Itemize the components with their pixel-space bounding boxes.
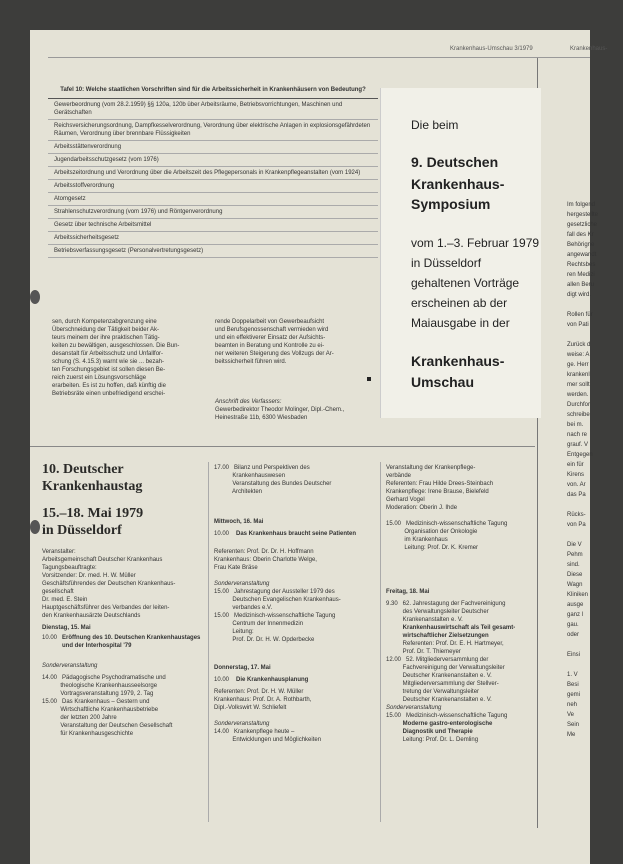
tuesday-time: 10.00 [42,635,58,641]
margin-line: digt wird. [567,292,592,298]
session-line: Dipl.-Volkswirt W. Schliefelt [214,705,287,711]
tuesday-heading: Dienstag, 15. Mai [42,625,91,631]
column-2-top [214,464,331,496]
margin-line [567,300,598,310]
body-line: und Berufsgenossenschaft vermieden wird [215,327,329,333]
session-line: 15.00 Das Krankenhaus – Gestern und [42,699,150,705]
margin-line: gemi [567,692,581,698]
body-line: und ein effektiverer Einsatz der Aufsichts- [215,335,326,341]
margin-line [567,330,598,340]
margin-line: weise: A [567,352,590,358]
wednesday-time: 10.00 [214,531,230,537]
margin-line: Die V [567,542,582,548]
session-line: Veranstaltung der Deutschen Gesellschaft [42,723,173,729]
margin-line: grauf. V [567,442,589,448]
ad-line-4: Symposium [411,196,491,212]
question-row: Arbeitsstoffverordnung [48,180,378,193]
question-row: Arbeitsstättenverordnung [48,141,378,154]
body-column-right [215,318,375,366]
margin-line: krankenl [567,372,590,378]
question-table [48,82,378,302]
session-line: Veranstaltung der Krankenpflege- [386,465,476,471]
ad-line-10: Krankenhaus- [411,353,505,369]
question-row: Reichsversicherungsordnung, Dampfkesselverordnung, Verordnung über elektrische Anlagen in explosionsgefährdeten Räumen, Verordnung über brennbare Flüssigkeiten [48,120,378,141]
session-line: 12.00 52. Mitgliederversammlung der [386,657,489,663]
margin-line: Im folgend [567,202,596,208]
session-line: 14.00 Krankenpflege heute – [214,729,295,735]
session-line: 15.00 Medizinisch-wissenschaftliche Tagung [386,713,508,719]
session-line [386,512,507,520]
column-3-top [386,464,507,552]
session-line: 9.30 62. Jahrestagung der Fachvereinigung [386,601,506,607]
ad-line-1: Die beim [411,118,459,132]
session-line: 15.00 Medizinisch-wissenschaftliche Tagung [386,521,508,527]
session-line: wirtschaftlicher Zielsetzungen [386,633,489,639]
body-column-left [52,318,212,398]
organizer-line: Arbeitsgemeinschaft Deutscher Krankenhaus [42,557,163,563]
ad-line-5: vom 1.–3. Februar 1979 [411,236,540,250]
thursday-heading: Donnerstag, 17. Mai [214,665,271,671]
margin-line: 1. V [567,672,578,678]
margin-line: nach re [567,432,588,438]
session-line: Krankenhaus: Prof. Dr. A. Rothbarth, [214,697,312,703]
session-line: Prof. Dr. Dr. H. W. Opderbecke [214,637,315,643]
session-line: Deutschen Evangelischen Krankenhaus- [214,597,341,603]
margin-line: Rechtsbes [567,262,596,268]
column-rule-1 [208,462,209,822]
organizer-line: Dr. med. E. Stein [42,597,88,603]
session-line: verbandes e.V. [214,605,273,611]
organizer-line: Geschäftsführendes der Deutschen Krankenhaus- [42,581,176,587]
body-line: erarbeiten. Es ist zu hoffen, daß künftig die [52,383,166,389]
section-divider [30,446,535,447]
margin-line: ganz l [567,612,584,618]
session-line [214,712,321,720]
session-line: Deutscher Krankenanstalten e. V. [386,697,492,703]
session-line: Sonderveranstaltung [214,581,270,587]
margin-line: Einsi [567,652,581,658]
running-header [30,38,608,58]
body-line: ten Forschungsgebiet ist sollen diesen Be- [52,367,166,373]
margin-line: Kirens [567,472,585,478]
author-label: Anschrift des Verfassers: [215,399,282,405]
header-journal-right: Krankenhaus- [570,46,608,52]
margin-line: Me [567,732,576,738]
margin-line: schreibe [567,412,590,418]
session-line: Diagnostik und Therapie [386,729,473,735]
question-row: Gesetz über technische Arbeitsmittel [48,219,378,232]
session-line: Organisation der Onkologie [386,529,478,535]
margin-line: ausge [567,602,584,608]
margin-line: Pehm [567,552,583,558]
margin-line: Ve [567,712,575,718]
session-line: Leitung: Prof. Dr. K. Kremer [386,545,479,551]
body-line: desanstalt für Arbeitsschutz und Unfallfor- [52,351,164,357]
thursday-title: Die Krankenhausplanung [236,677,309,683]
margin-line [567,640,598,650]
margin-line: hergestellte [567,212,599,218]
ad-line-9: Maiausgabe in der [411,316,510,330]
margin-line: von. Ar [567,482,586,488]
question-row: Gewerbeordnung (vom 28.2.1959) §§ 120a, 120b über Arbeitsräume, Betriebsvorrichtungen, Maschinen und Gerätschaften [48,99,378,120]
question-rows [48,99,378,258]
body-line: Betriebsräte einen unbefriedigend erschei- [52,391,166,397]
session-line: Krankenhaus: Oberin Charlotte Welge, [214,557,317,563]
question-row: Arbeitszeitordnung und Verordnung über die Arbeitszeit des Pflegepersonals in Krankenpflegeanstalten (vom 1924) [48,167,378,180]
ad-line-6: in Düsseldorf [411,256,482,270]
session-line: tretung der Verwaltungsleiter [386,689,480,695]
organizer-line: gesellschaft [42,589,74,595]
session-line: Krankenanstalten e. V. [386,617,463,623]
margin-line: angewandt [567,252,597,258]
ad-line-7: gehaltenen Vorträge [411,276,520,290]
margin-line: von Pati [567,322,589,328]
session-line: des Verwaltungsleiter Deutscher [386,609,489,615]
session-line: verbände [386,473,412,479]
friday-sessions [386,600,515,744]
session-line: Wirtschaftliche Krankenhausbetriebe [42,707,159,713]
organizer-line: Tagungsbeauftragte: [42,565,97,571]
header-rule [48,57,590,58]
session-line: Sonderveranstaltung [386,705,442,711]
ad-line-2: 9. Deutschen [411,154,499,170]
session-line: Veranstaltung des Bundes Deutscher [214,481,332,487]
session-line: Referenten: Prof. Dr. H. W. Müller [214,689,304,695]
thursday-time: 10.00 [214,677,230,683]
punch-hole-upper [30,290,40,304]
session-line: 17.00 Bilanz und Perspektiven des [214,465,310,471]
session-line: Moderation: Oberin J. Ihde [386,505,458,511]
session-line: für Krankenhausgeschichte [42,731,134,737]
margin-line: das Pa [567,492,586,498]
session-line: Architekten [214,489,263,495]
session-line: Leitung: [214,629,254,635]
wednesday-sessions [214,548,341,644]
margin-line [567,660,598,670]
body-line: sen, durch Kompetenzabgrenzung eine [52,319,157,325]
event-place: in Düsseldorf [42,523,122,538]
margin-line: neh [567,702,578,708]
margin-line: Rücks- [567,512,586,518]
ad-line-8: erscheinen ab der [411,296,508,310]
event-date: 15.–18. Mai 1979 [42,506,144,521]
margin-line: Rollen für [567,312,593,318]
margin-line: Sein [567,722,580,728]
body-line: beitssicherheit führen wird. [215,359,287,365]
session-line [214,572,341,580]
session-line: im Krankenhaus [386,537,448,543]
organizer-line: Vorsitzender: Dr. med. H. W. Müller [42,573,136,579]
margin-line: fall des Kr [567,232,594,238]
column-rule-2 [380,462,381,822]
margin-line: von Pa [567,522,586,528]
body-line: rende Doppelarbeit von Gewerbeaufsicht [215,319,325,325]
margin-line: werden. [567,392,589,398]
margin-line: bei m. [567,422,584,428]
session-line: Moderne gastro-enterologische [386,721,493,727]
margin-line: Zurück d [567,342,591,348]
body-line: teurs meinem der ihre praktischen Tätig- [52,335,160,341]
body-line: Überschneidung der Tätigkeit beider Ak- [52,327,159,333]
margin-line: Diese [567,572,583,578]
question-row: Strahlenschutzverordnung (vom 1976) und Röntgenverordnung [48,206,378,219]
question-title: Tafel 10: Welche staatlichen Vorschriften sind für die Arbeitssicherheit in Krankenhäusern von Bedeutung? [48,82,378,99]
margin-line: Entgegen [567,452,593,458]
session-line: Leitung: Prof. Dr. L. Demling [386,737,479,743]
session-line: Referenten: Prof. Dr. E. H. Hartmeyer, [386,641,504,647]
body-line: reich zuerst ein Lösungsvorschläge [52,375,147,381]
margin-line: gau. [567,622,579,628]
session-line: Frau Kate Bräse [214,565,258,571]
organizer-line: Veranstalter: [42,549,76,555]
margin-line: Behörigne [567,242,595,248]
ad-line-11: Umschau [411,374,475,390]
session-line: Deutscher Krankenanstalten e. V. [386,673,492,679]
session-line: Mitgliederversammlung der Stellver- [386,681,499,687]
margin-line: Durchfor [567,402,591,408]
question-row: Betriebsverfassungsgesetz (Personalvertretungsgesetz) [48,245,378,258]
margin-line: ein für [567,462,584,468]
advertisement-box [380,88,541,418]
body-line: beamten in Beratung und Kontrolle zu ei- [215,343,325,349]
session-line: Referenten: Prof. Dr. Dr. H. Hoffmann [214,549,314,555]
margin-line: gesetzliche [567,222,598,228]
author-address: Gewerbedirektor Theodor Molinger, Dipl.-Chem., Heinestraße 11b, 6300 Wiesbaden [215,407,345,421]
session-line: 15.00 Medizinisch-wissenschaftliche Tagung [214,613,336,619]
margin-line [567,500,598,510]
margin-line: allen Beru [567,282,595,288]
margin-line: mer sollt [567,382,590,388]
ad-line-3: Krankenhaus- [411,176,505,192]
wednesday-title: Das Krankenhaus braucht seine Patienten [236,531,357,537]
session-line: theologische Krankenhausseelsorge [42,683,158,689]
session-line: Krankenhauswirtschaft als Teil gesamt- [386,625,516,631]
event-organizers [42,548,175,620]
punch-hole-lower [30,520,40,534]
session-line: der letzten 200 Jahre [42,715,117,721]
session-line: Prof. Dr. T. Thiemeyer [386,649,461,655]
margin-line: oder [567,632,580,638]
event-title-line-1: 10. Deutscher [42,462,124,477]
session-line: 14.00 Pädagogische Psychodramatische und [42,675,166,681]
session-line: Krankenhauswesen [214,473,286,479]
session-line: Entwicklungen und Möglichkeiten [214,737,322,743]
body-line: keiten zu bewältigen, ausgeschlossen. Die Bun- [52,343,180,349]
friday-heading: Freitag, 18. Mai [386,589,430,595]
end-mark [367,377,371,381]
next-page-edge-text [567,200,598,740]
body-line: ner weiteren Steigerung des Vollzugs der Ar- [215,351,334,357]
tuesday-title: Eröffnung des 10. Deutschen Krankenhaustages und der Interhospital '79 [62,635,201,649]
session-line: Centrum der Innenmedizin [214,621,304,627]
organizer-line: Hauptgeschäftsführer des Verbandes der leiten- [42,605,170,611]
margin-line: Besi [567,682,579,688]
session-line: Gerhard Vogel [386,497,425,503]
margin-line: Wagn [567,582,583,588]
margin-line: sind. [567,562,580,568]
question-row: Atomgesetz [48,193,378,206]
question-row: Arbeitssicherheitsgesetz [48,232,378,245]
session-line: 15.00 Jahrestagung der Aussteller 1979 des [214,589,335,595]
wednesday-heading: Mittwoch, 16. Mai [214,519,264,525]
header-journal-issue: Krankenhaus-Umschau 3/1979 [450,46,533,52]
session-line: Referenten: Frau Hilde Drees-Steinbach [386,481,494,487]
session-line: Fachvereinigung der Verwaltungsleiter [386,665,505,671]
margin-line: ren Medizi [567,272,595,278]
session-line: Krankenpflege: Irene Brause, Bielefeld [386,489,489,495]
question-row: Jugendarbeitsschutzgesetz (vom 1976) [48,154,378,167]
event-title-line-2: Krankenhaustag [42,479,143,494]
thursday-sessions [214,688,321,744]
organizer-line: den Krankenhausärzte Deutschlands [42,613,141,619]
margin-line: ge. Herr [567,362,589,368]
margin-line [567,530,598,540]
tuesday-special: Sonderveranstaltung [42,663,98,669]
body-line: schung (S. 4.15.3) warnt wie sie ... bezah- [52,359,165,365]
tuesday-sessions [42,674,172,738]
session-line: Sonderveranstaltung [214,721,270,727]
margin-line: Kliniken [567,592,589,598]
session-line: Vortragsveranstaltung 1979, 2. Tag [42,691,154,697]
